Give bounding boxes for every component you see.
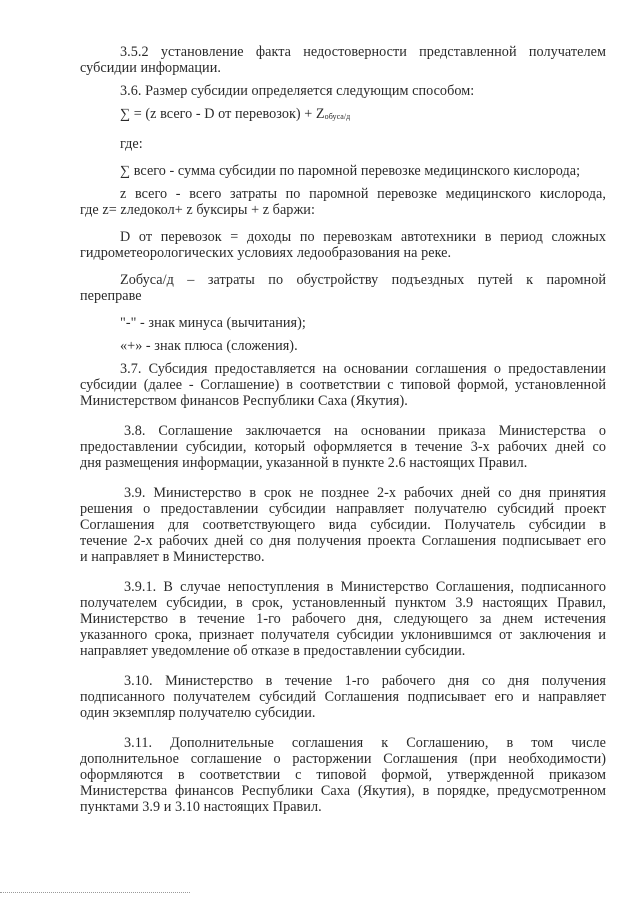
paragraph-line: и направляет в Министерство.	[80, 549, 265, 565]
paragraph-3-11	[80, 735, 606, 815]
paragraph-line: подписанного получателем субсидий Соглашения подписывает его и направляет	[80, 689, 606, 705]
paragraph-line: z всего - всего затраты по паромной перевозке медицинского кислорода,	[120, 186, 606, 202]
paragraph-line: субсидии (далее - Соглашение) в соответствии с типовой формой, установленной	[80, 377, 606, 393]
def-zobusa	[80, 272, 606, 304]
paragraph-line: 3.9.1. В случае непоступления в Министерство Соглашения, подписанного	[124, 579, 606, 595]
paragraph-line: Соглашения для соответствующего вида субсидии. Получатель субсидии в	[80, 517, 606, 533]
paragraph-line: 3.7. Субсидия предоставляется на основании соглашения о предоставлении	[120, 361, 606, 377]
paragraph-3-10	[80, 673, 606, 721]
paragraph-3-7	[80, 361, 606, 409]
formula	[80, 106, 606, 125]
def-minus: "-" - знак минуса (вычитания);	[120, 315, 306, 331]
paragraph-line: пунктами 3.9 и 3.10 настоящих Правил.	[80, 799, 322, 815]
paragraph-3-9	[80, 485, 606, 565]
paragraph-line: 3.10. Министерство в течение 1-го рабочего дня со дня получения	[124, 673, 606, 689]
scan-edge-rule	[0, 892, 190, 893]
paragraph-line: 3.5.2 установление факта недостоверности представленной получателем	[120, 44, 606, 60]
def-plus: «+» - знак плюса (сложения).	[120, 338, 298, 354]
paragraph-line: предоставлении субсидии, который оформляется в течение 3-х рабочих дней со	[80, 439, 606, 455]
paragraph-line: течение 2-х рабочих дней со дня получения проекта Соглашения подписывает его	[80, 533, 606, 549]
def-d	[80, 229, 606, 261]
paragraph-3-6	[80, 83, 606, 99]
where-label: где:	[120, 136, 143, 152]
paragraph-line: указанного срока, признает получателя субсидии уклонившимся от заключения и	[80, 627, 606, 643]
paragraph-line: Министерства финансов Республики Саха (Якутия), в порядке, предусмотренном	[80, 783, 606, 799]
paragraph-line: где z= zледокол+ z буксиры + z баржи:	[80, 202, 315, 218]
paragraph-line: 3.9. Министерство в срок не позднее 2-х рабочих дней со дня принятия	[124, 485, 606, 501]
paragraph-line: переправе	[80, 288, 142, 304]
paragraph-line: субсидии информации.	[80, 60, 221, 76]
paragraph-line: D от перевозок = доходы по перевозкам автотехники в период сложных	[120, 229, 606, 245]
paragraph-line: 3.8. Соглашение заключается на основании приказа Министерства о	[124, 423, 606, 439]
paragraph-line: гидрометеорологических условиях ледообразования на реке.	[80, 245, 452, 261]
paragraph-line: 3.11. Дополнительные соглашения к Соглашению, в том числе	[124, 735, 606, 751]
paragraph-line: дополнительное соглашение о расторжении Соглашения (при необходимости)	[80, 751, 606, 767]
paragraph-3-5-2	[80, 44, 606, 76]
paragraph-3-8	[80, 423, 606, 471]
paragraph-line: получателем субсидии, в срок, установленный пунктом 3.9 настоящих Правил,	[80, 595, 606, 611]
paragraph-line: оформляются в соответствии с типовой формой, утвержденной приказом	[80, 767, 606, 783]
paragraph-line: Министерством финансов Республики Саха (Якутия).	[80, 393, 408, 409]
formula-main: ∑ = (z всего - D от перевозок) + Z	[120, 106, 325, 122]
paragraph-line: Zобуса/д – затраты по обустройству подъездных путей к паромной	[120, 272, 606, 288]
paragraph-3-9-1	[80, 579, 606, 659]
paragraph-line: 3.6. Размер субсидии определяется следующим способом:	[120, 83, 475, 99]
paragraph-line: Министерство в течение 1-го рабочего дня, следующего за днем истечения	[80, 611, 606, 627]
paragraph-line: один экземпляр получателю субсидии.	[80, 705, 316, 721]
formula-subscript: обуса/д	[324, 112, 351, 121]
paragraph-line: направляет уведомление об отказе в предоставлении субсидии.	[80, 643, 466, 659]
def-z	[80, 186, 606, 218]
paragraph-line: решения о предоставлении субсидии направляет получателю субсидий проект	[80, 501, 606, 517]
def-sum: ∑ всего - сумма субсидии по паромной перевозке медицинского кислорода;	[120, 163, 581, 179]
paragraph-line: дня размещения информации, указанной в пункте 2.6 настоящих Правил.	[80, 455, 528, 471]
